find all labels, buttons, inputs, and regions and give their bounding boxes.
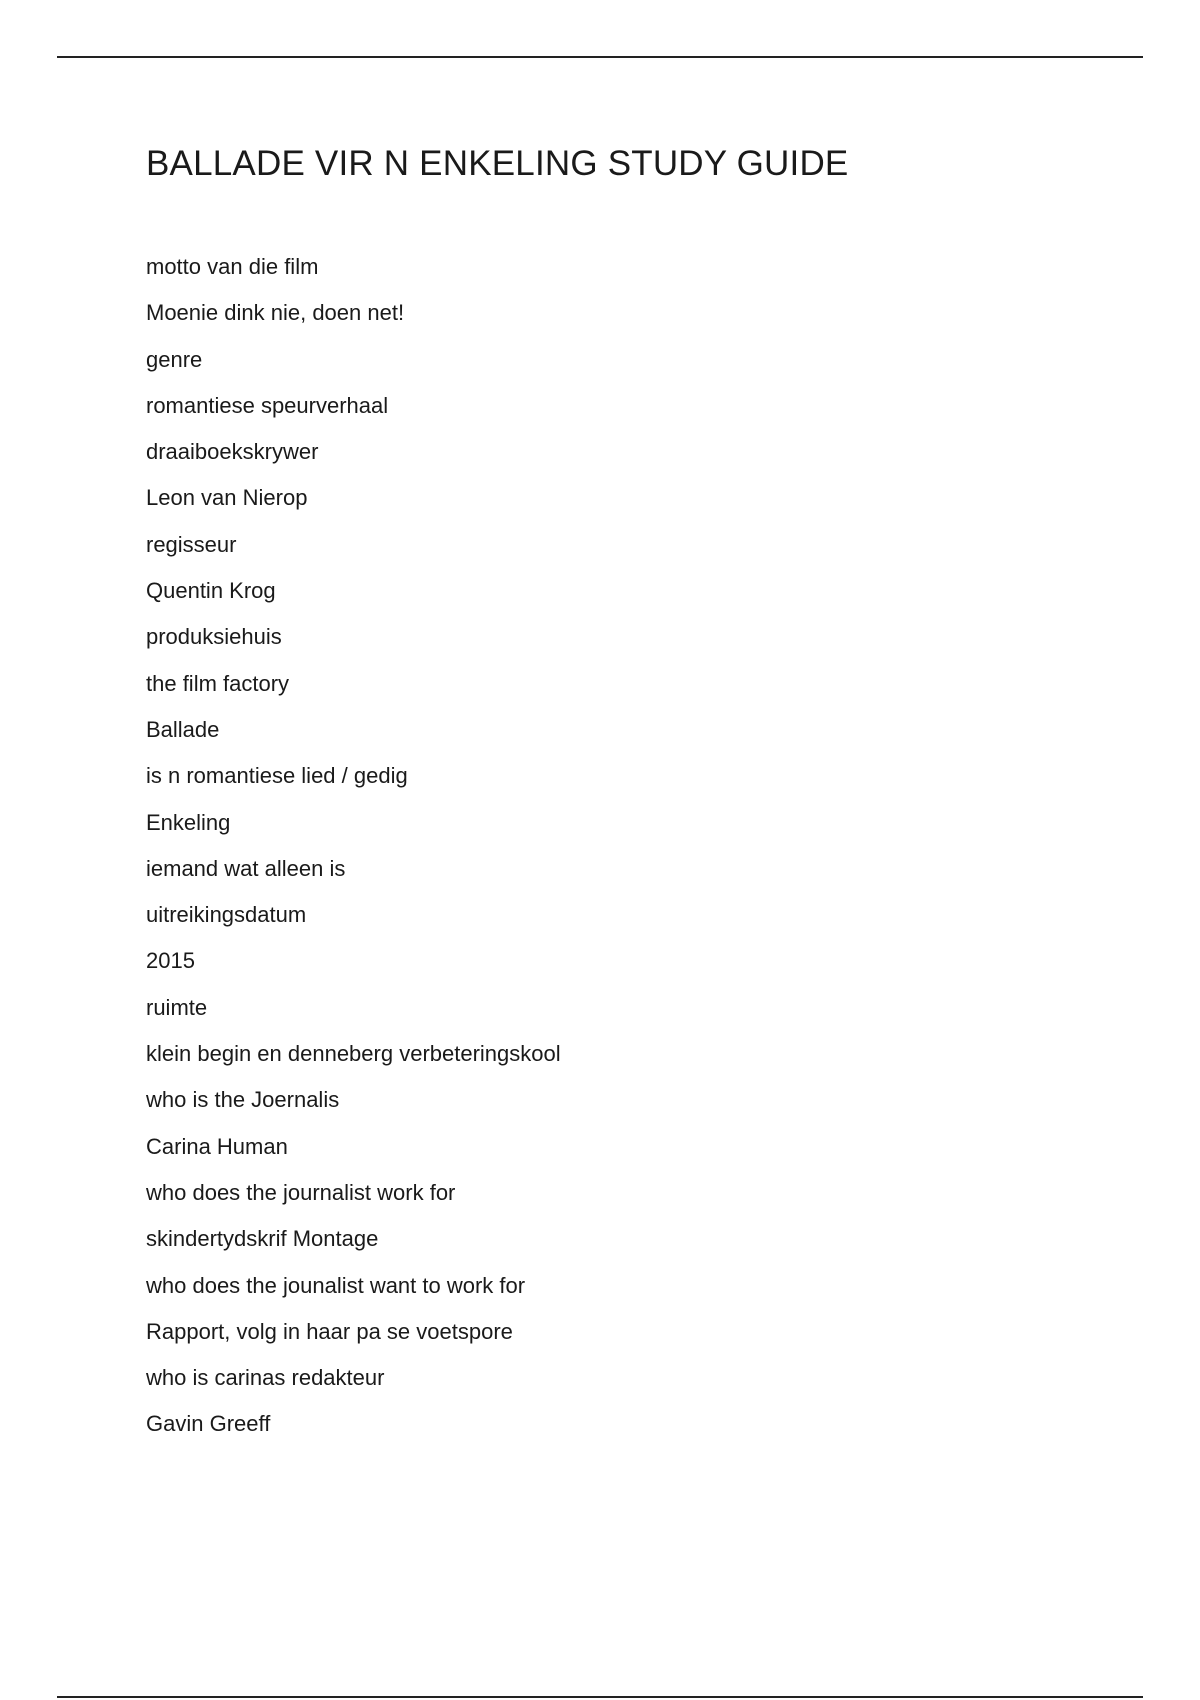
line-definition: Leon van Nierop <box>146 485 308 511</box>
line-definition: Moenie dink nie, doen net! <box>146 300 405 326</box>
line-definition: Gavin Greeff <box>146 1411 271 1437</box>
bottom-rule <box>57 1696 1143 1698</box>
document-title: BALLADE VIR N ENKELING STUDY GUIDE <box>146 144 849 183</box>
line-definition: Carina Human <box>146 1133 288 1159</box>
line-definition: Rapport, volg in haar pa se voetspore <box>146 1318 513 1344</box>
line-definition: 2015 <box>146 948 195 974</box>
line-definition: klein begin en denneberg verbeteringskool <box>146 1041 561 1067</box>
line-definition: Quentin Krog <box>146 578 276 604</box>
line-definition: romantiese speurverhaal <box>146 392 389 418</box>
line-term: regisseur <box>146 531 237 557</box>
line-term: Enkeling <box>146 809 231 835</box>
line-term: genre <box>146 346 203 372</box>
line-term: ruimte <box>146 994 208 1020</box>
line-definition: is n romantiese lied / gedig <box>146 763 408 789</box>
line-definition: skindertydskrif Montage <box>146 1226 379 1252</box>
line-term: Ballade <box>146 716 220 742</box>
line-definition: the film factory <box>146 670 290 696</box>
line-term: who does the journalist work for <box>146 1179 456 1205</box>
line-definition: iemand wat alleen is <box>146 855 346 881</box>
line-term: who does the jounalist want to work for <box>146 1272 526 1298</box>
study-guide-lines <box>146 253 561 1457</box>
line-term: who is the Joernalis <box>146 1087 340 1113</box>
top-rule <box>57 56 1143 58</box>
line-term: draaiboekskrywer <box>146 439 319 465</box>
line-term: uitreikingsdatum <box>146 902 307 928</box>
line-term: motto van die film <box>146 254 319 279</box>
line-term: who is carinas redakteur <box>146 1365 385 1391</box>
line-term: produksiehuis <box>146 624 282 650</box>
